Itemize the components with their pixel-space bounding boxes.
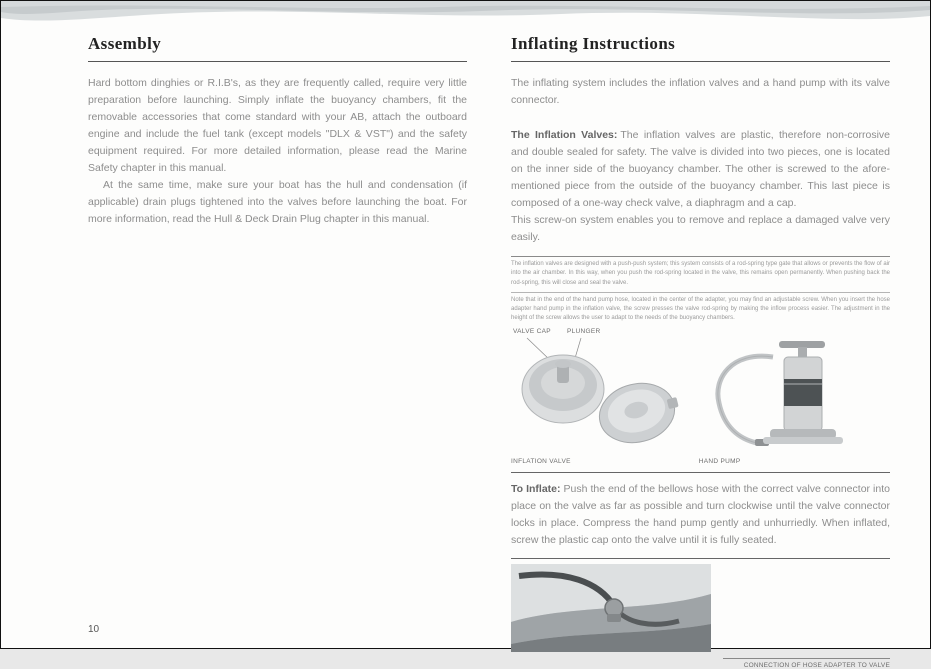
fineprint-divider [511,292,890,293]
page-number: 10 [88,624,100,635]
to-inflate-text: Push the end of the bellows hose with the correct valve connector into place on the valve as far as possible and turn clockwise until the valve connector locks in place. Compress the hand pump gently and unhurriedly. When inflated, screw the plastic cap onto the valve until it is fully seated. [511,482,890,546]
figure-captions [511,458,890,465]
valve-pump-illustration [511,337,890,455]
fineprint-block [511,256,890,324]
inflating-section [511,34,890,669]
assembly-heading-rule [88,61,467,62]
inflating-intro: The inflating system includes the inflation valves and a hand pump with its valve connector. [511,77,890,106]
assembly-paragraph-1: Hard bottom dinghies or R.I.B's, as they are frequently called, require very little preparation before launching. Simply inflate the buoyancy chambers, fit the removable accessories that come standard with your AB, attach the outboard engine and include the fuel tank (except models "DLX & VST") and the safety equipment required. For more detailed information, please read the Marine Safety chapter in this manual. [88,77,467,174]
hose-connection-photo-block [511,558,890,669]
assembly-heading: Assembly [88,34,162,53]
screw-on-paragraph: This screw-on system enables you to remove and replace a damaged valve very easily. [511,214,890,243]
assembly-paragraph-2: At the same time, make sure your boat has the hull and condensation (if applicable) drain plugs tightened into the valves before launching the boat. For more information, read the Hull & Deck Drain Plug chapter in this manual. [88,179,467,225]
hose-connection-photo [511,564,711,652]
valve-pump-figure [511,328,890,456]
inflation-valve-caption: INFLATION VALVE [511,457,571,465]
inflation-valves-label: The Inflation Valves: [511,129,618,141]
hand-pump-caption: HAND PUMP [698,457,741,465]
wave-decoration [1,1,930,33]
photo-caption: CONNECTION OF HOSE ADAPTER TO VALVE [723,658,890,669]
valve-cap-label: VALVE CAP [513,327,551,335]
assembly-section [88,34,467,228]
to-inflate-label: To Inflate: [511,482,561,495]
wave-graphic [1,1,930,33]
inflation-valves-text: The inflation valves are plastic, therefore non-corrosive and double sealed for safety. The valve is divided into two pieces, one is located on the inner side of the buoyancy chamber. The other is screwed to the afore-mentioned piece from the outside of the buoyancy chamber. This last piece is composed of a one-way check valve, a diaphragm and a cap. [511,129,890,209]
fineprint-2: Note that in the end of the hand pump hose, located in the center of the adapter, you may find an adjustable screw. When you insert the hose adapter hand pump in the inflation valve, the screw presses the valve rod-spring by making the inflow process easier. The adjustment in the height of the screw allows the user to adapt to the needs of the buoyancy chambers. [511,296,890,322]
plunger-label: PLUNGER [567,327,601,335]
to-inflate-block [511,472,890,549]
to-inflate-paragraph [511,481,890,549]
fineprint-1: The inflation valves are designed with a push-push system; this system consists of a rod-spring type gate that allows or prevents the flow of air into the air chamber. In this way, when you push the rod-spring located in the valve, this remains open permanently. When pushing back the rod-spring, this will close and seal the valve. [511,261,890,286]
inflating-heading: Inflating Instructions [511,34,676,53]
inflation-valves-paragraph [511,127,890,212]
inflating-heading-rule [511,61,890,62]
